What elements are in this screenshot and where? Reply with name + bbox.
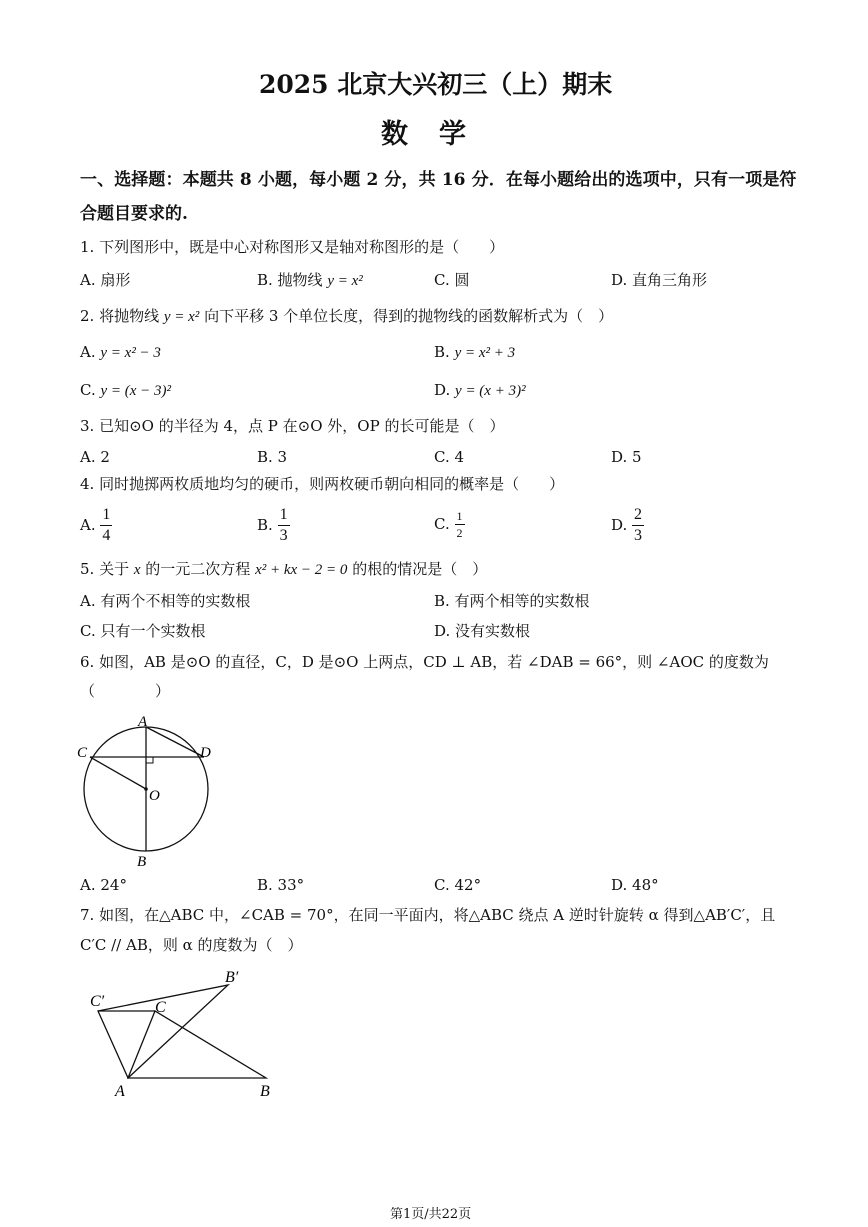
question-6-option-a: A. 24° <box>80 876 127 894</box>
subject-title: 数 学 <box>381 119 468 150</box>
section-heading-line2: 合题目要求的. <box>80 204 188 224</box>
question-6-option-c: C. 42° <box>434 876 482 894</box>
question-1-option-d: D. 直角三角形 <box>611 271 708 289</box>
q2-a-label: A. <box>80 343 101 361</box>
q4-b-label: B. <box>257 516 273 534</box>
question-3-option-c: C. 4 <box>434 448 465 466</box>
q5-stem-a: 5. 关于 <box>80 560 134 578</box>
q4-c-fraction: $\frac{1}{2}$ <box>456 509 463 540</box>
question-6-option-d: D. 48° <box>611 876 659 894</box>
label-d: D <box>200 745 211 761</box>
question-1-option-b <box>257 273 363 289</box>
question-6-figure <box>76 712 221 872</box>
question-2-option-a <box>80 345 161 361</box>
question-6-stem-line2: （ ） <box>80 682 171 700</box>
question-1-option-c: C. 圆 <box>434 271 470 289</box>
q2-c-label: C. <box>80 381 101 399</box>
q2-d-math: y = (x + 3)² <box>455 383 526 399</box>
question-2-option-d <box>434 383 526 399</box>
question-6-option-b: B. 33° <box>257 876 305 894</box>
option-b-label: B. 抛物线 <box>257 271 328 289</box>
q4-a-fraction: $\frac{1}{4}$ <box>102 506 111 544</box>
label-o: O <box>149 788 160 804</box>
q5-stem-math: x² + kx − 2 = 0 <box>255 562 348 578</box>
question-2-option-b <box>434 345 515 361</box>
question-2-option-c <box>80 383 171 399</box>
q4-d-fraction: $\frac{2}{3}$ <box>634 506 643 544</box>
question-1-option-a: A. 扇形 <box>80 271 131 289</box>
label-a: A <box>115 1083 125 1100</box>
q4-b-fraction: $\frac{1}{3}$ <box>279 506 288 544</box>
question-3-option-a: A. 2 <box>80 448 110 466</box>
question-4-stem: 4. 同时抛掷两枚质地均匀的硬币，则两枚硬币朝向相同的概率是（ ） <box>80 475 565 493</box>
right-angle-mark <box>146 757 153 763</box>
q4-c-label: C. <box>434 515 450 533</box>
question-3-option-d: D. 5 <box>611 448 642 466</box>
q2-b-math: y = x² + 3 <box>454 345 516 361</box>
page-title: 2025 北京大兴初三（上）期末 <box>259 70 613 99</box>
question-3-stem: 3. 已知⊙O 的半径为 4，点 P 在⊙O 外，OP 的长可能是（ ） <box>80 417 505 435</box>
label-b: B <box>260 1083 270 1100</box>
label-c: C <box>77 745 88 761</box>
option-b-math: y = x² <box>327 273 363 289</box>
question-7-figure <box>80 962 290 1102</box>
q2-c-math: y = (x − 3)² <box>100 383 172 399</box>
question-4-option-d <box>611 507 644 544</box>
question-2-stem <box>80 309 613 325</box>
question-5-stem <box>80 562 487 578</box>
question-4-option-b <box>257 507 290 544</box>
q5-stem-b: 的一元二次方程 <box>140 560 256 578</box>
q5-stem-c: 的根的情况是（ ） <box>347 560 488 578</box>
q2-d-label: D. <box>434 381 456 399</box>
question-7-stem-line2: C′C // AB，则 α 的度数为（ ） <box>80 936 303 954</box>
label-b-prime: B′ <box>225 969 239 986</box>
label-c: C <box>155 999 166 1016</box>
question-7-stem-line1: 7. 如图，在△ABC 中，∠CAB = 70°，在同一平面内，将△ABC 绕点 A 逆时针旋转 α 得到△AB′C′，且 <box>80 906 776 924</box>
question-5-option-b: B. 有两个相等的实数根 <box>434 592 590 610</box>
question-6-stem-line1: 6. 如图，AB 是⊙O 的直径，C，D 是⊙O 上两点，CD ⊥ AB，若 ∠DAB = 66°，则 ∠AOC 的度数为 <box>80 653 769 671</box>
label-b: B <box>137 854 147 870</box>
section-heading-line1: 一、选择题：本题共 8 小题，每小题 2 分，共 16 分．在每小题给出的选项中，只有一项是符 <box>80 170 797 190</box>
q2-stem-math: y = x² <box>163 309 200 325</box>
triangle-abc <box>128 1011 266 1078</box>
segment-oc <box>90 757 146 789</box>
center-dot <box>144 787 148 791</box>
question-4-option-a <box>80 507 112 544</box>
question-5-option-d: D. 没有实数根 <box>434 622 531 640</box>
q2-stem-b: 向下平移 3 个单位长度，得到的抛物线的函数解析式为（ ） <box>199 307 614 325</box>
q2-a-math: y = x² − 3 <box>100 345 161 361</box>
question-3-option-b: B. 3 <box>257 448 288 466</box>
q4-d-label: D. <box>611 516 628 534</box>
q5-stem-x: x <box>133 562 141 578</box>
q2-stem-a: 2. 将抛物线 <box>80 307 164 325</box>
q2-b-label: B. <box>434 343 455 361</box>
label-c-prime: C′ <box>90 993 105 1010</box>
page-footer: 第1页/共22页 <box>390 1207 472 1222</box>
segment-ad <box>146 727 204 757</box>
question-4-option-c <box>434 510 465 539</box>
q4-a-label: A. <box>80 516 96 534</box>
label-a: A <box>138 714 148 730</box>
question-5-option-a: A. 有两个不相等的实数根 <box>80 592 251 610</box>
question-1-stem: 1. 下列图形中，既是中心对称图形又是轴对称图形的是（ ） <box>80 238 505 256</box>
question-5-option-c: C. 只有一个实数根 <box>80 622 206 640</box>
